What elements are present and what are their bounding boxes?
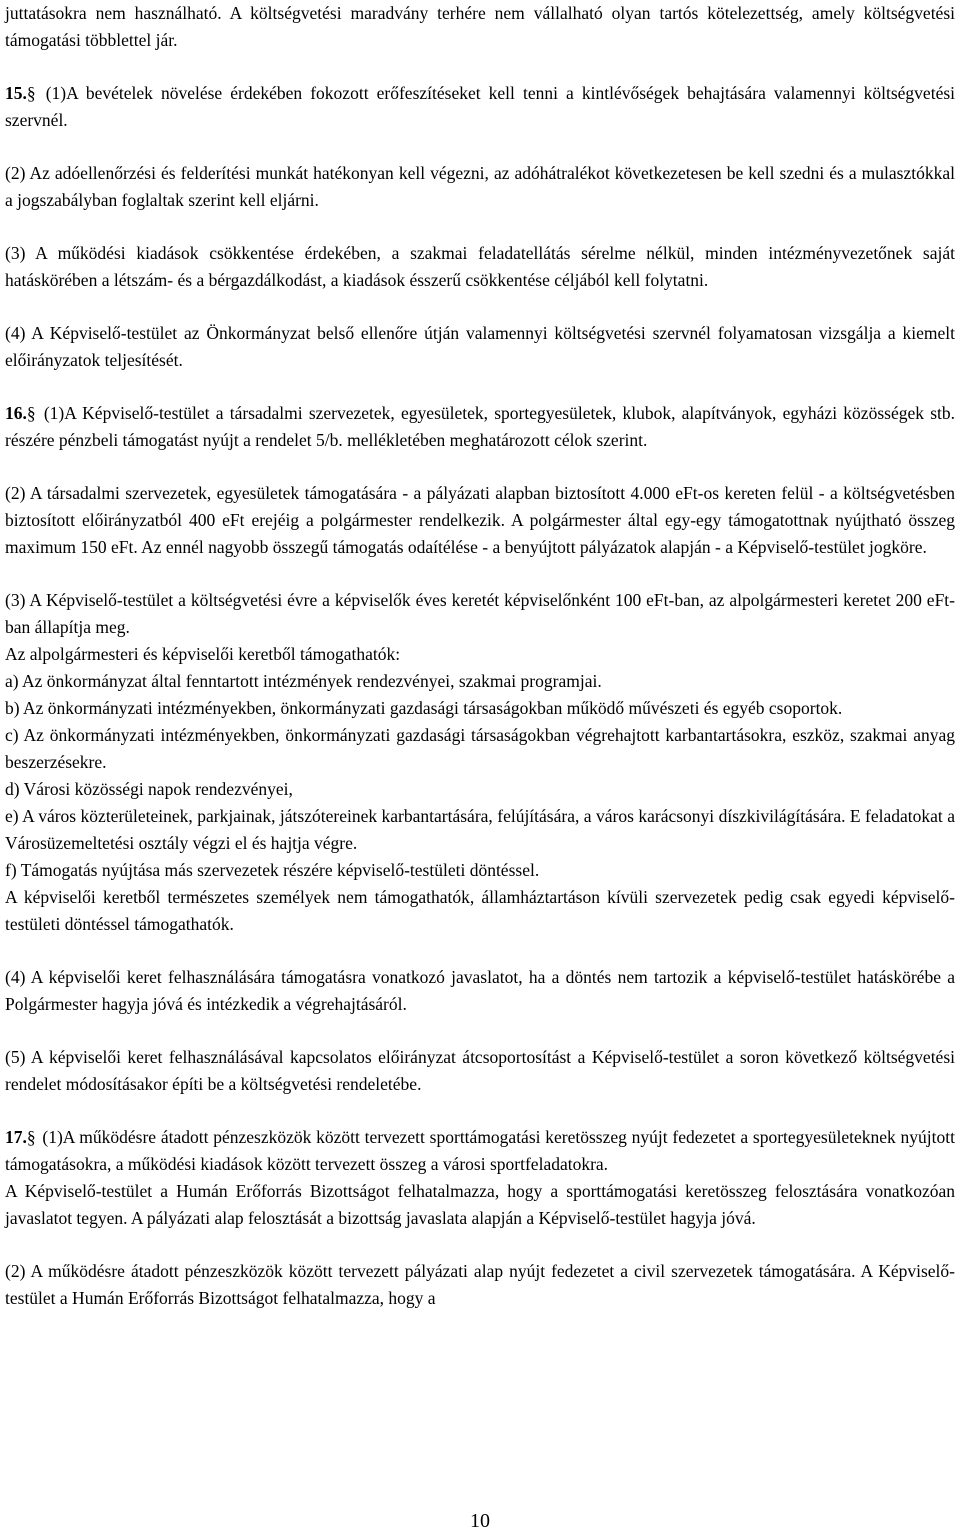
section-16-list-item-d: d) Városi közösségi napok rendezvényei, (5, 779, 293, 799)
section-16-list-intro: Az alpolgármesteri és képviselői keretből támogathatók: (5, 644, 401, 664)
section-16-list-item-e: e) A város közterületeinek, parkjainak, játszótereinek karbantartására, felújítására, a város karácsonyi díszkivilágítására. E feladatokat a Városüzemeltetési osztály végzi el és hajtja végre. (5, 806, 955, 853)
section-16-list-item-b: b) Az önkormányzati intézményekben, önkormányzati gazdasági társaságokban működő művészeti és egyéb csoportok. (5, 698, 843, 718)
section-16-paragraph-4: (4) A képviselői keret felhasználására támogatásra vonatkozó javaslatot, ha a döntés nem tartozik a képviselő-testület hatáskörébe a Polgármester hagyja jóvá és intézkedik a végrehajtásáról. (5, 967, 955, 1014)
section-15-paragraph-4: (4) A Képviselő-testület az Önkormányzat belső ellenőre útján valamennyi költségvetési szervnél folyamatosan vizsgálja a kiemelt előirányzatok teljesítését. (5, 323, 955, 370)
section-16-paragraph-2: (2) A társadalmi szervezetek, egyesületek támogatására - a pályázati alapban biztosított 4.000 eFt-os kereten felül - a költségvetésben biztosított előirányzatból 400 eFt erejéig a polgármester rendelkezik. A polgármester által egy-egy támogatottnak nyújtható összeg maximum 150 eFt. Az ennél nagyobb összegű támogatás odaítélése - a benyújtott pályázatok alapján - a Képviselő-testület jogköre. (5, 483, 955, 557)
section-sign: § (26, 83, 36, 103)
section-16-paragraph-3: (3) A Képviselő-testület a költségvetési évre a képviselők éves keretét képviselőnként 100 eFt-ban, az alpolgármesteri keretet 200 eFt-ban állapítja meg. (5, 590, 955, 637)
section-15-paragraph-1 (5, 80, 955, 134)
section-15-paragraph-2: (2) Az adóellenőrzési és felderítési munkát hatékonyan kell végezni, az adóhátralékot következetesen be kell szedni és a mulasztókkal a jogszabályban foglaltak szerint kell eljárni. (5, 163, 955, 210)
section-16-list-item-a: a) Az önkormányzat által fenntartott intézmények rendezvényei, szakmai programjai. (5, 671, 602, 691)
section-15-paragraph-3: (3) A működési kiadások csökkentése érdekében, a szakmai feladatellátás sérelme nélkül, minden intézményvezetőnek saját hatáskörében a létszám- és a bérgazdálkodást, a kiadások ésszerű csökkentése céljából kell folytatni. (5, 243, 955, 290)
section-17-paragraph-2: (2) A működésre átadott pénzeszközök között tervezett pályázati alap nyújt fedezetet a civil szervezetek támogatására. A Képviselő-testület a Humán Erőforrás Bizottságot felhatalmazza, hogy a (5, 1261, 955, 1308)
section-16-text: (1)A Képviselő-testület a társadalmi szervezetek, egyesületek, sportegyesületek, klubok, alapítványok, egyházi közösségek stb. részére pénzbeli támogatást nyújt a rendelet 5/b. mellékletében meghatározott célok szerint. (5, 403, 955, 450)
section-17-paragraph-1-continued: A Képviselő-testület a Humán Erőforrás Bizottságot felhatalmazza, hogy a sporttámogatási keretösszeg felosztására vonatkozóan javaslatot tegyen. A pályázati alap felosztását a bizottság javaslata alapján a Képviselő-testület hagyja jóvá. (5, 1181, 955, 1228)
section-15-text: (1)A bevételek növelése érdekében fokozott erőfeszítéseket kell tenni a kintlévőségek behajtására valamennyi költségvetési szervnél. (5, 83, 956, 130)
section-sign: § (26, 403, 36, 423)
section-number: 16. (5, 403, 27, 423)
page-number: 10 (470, 1510, 490, 1532)
section-17-paragraph-1 (5, 1124, 955, 1178)
section-16-list-item-f: f) Támogatás nyújtása más szervezetek részére képviselő-testületi döntéssel. (5, 860, 540, 880)
section-16-list-item-c: c) Az önkormányzati intézményekben, önkormányzati gazdasági társaságokban végrehajtott karbantartásokra, eszköz, szakmai anyag beszerzésekre. (5, 725, 955, 772)
section-17-text: (1)A működésre átadott pénzeszközök között tervezett sporttámogatási keretösszeg nyújt fedezetet a sportegyesületeknek nyújtott támogatásokra, a működési kiadások között tervezett összeg a városi sportfeladatokra. (5, 1127, 955, 1174)
section-16-list-note: A képviselői keretből természetes személyek nem támogathatók, államháztartáson kívüli szervezetek pedig csak egyedi képviselő-testületi döntéssel támogathatók. (5, 887, 955, 934)
section-16-paragraph-5: (5) A képviselői keret felhasználásával kapcsolatos előirányzat átcsoportosítást a Képviselő-testület a soron következő költségvetési rendelet módosításakor építi be a költségvetési rendeletébe. (5, 1047, 955, 1094)
section-number: 15. (5, 83, 27, 103)
section-sign: § (26, 1127, 36, 1147)
section-16-paragraph-1 (5, 400, 955, 454)
section-number: 17. (5, 1127, 27, 1147)
document-page (5, 0, 955, 1312)
paragraph-carryover: juttatásokra nem használható. A költségvetési maradvány terhére nem vállalható olyan tartós kötelezettség, amely költségvetési támogatási többlettel jár. (5, 3, 955, 50)
